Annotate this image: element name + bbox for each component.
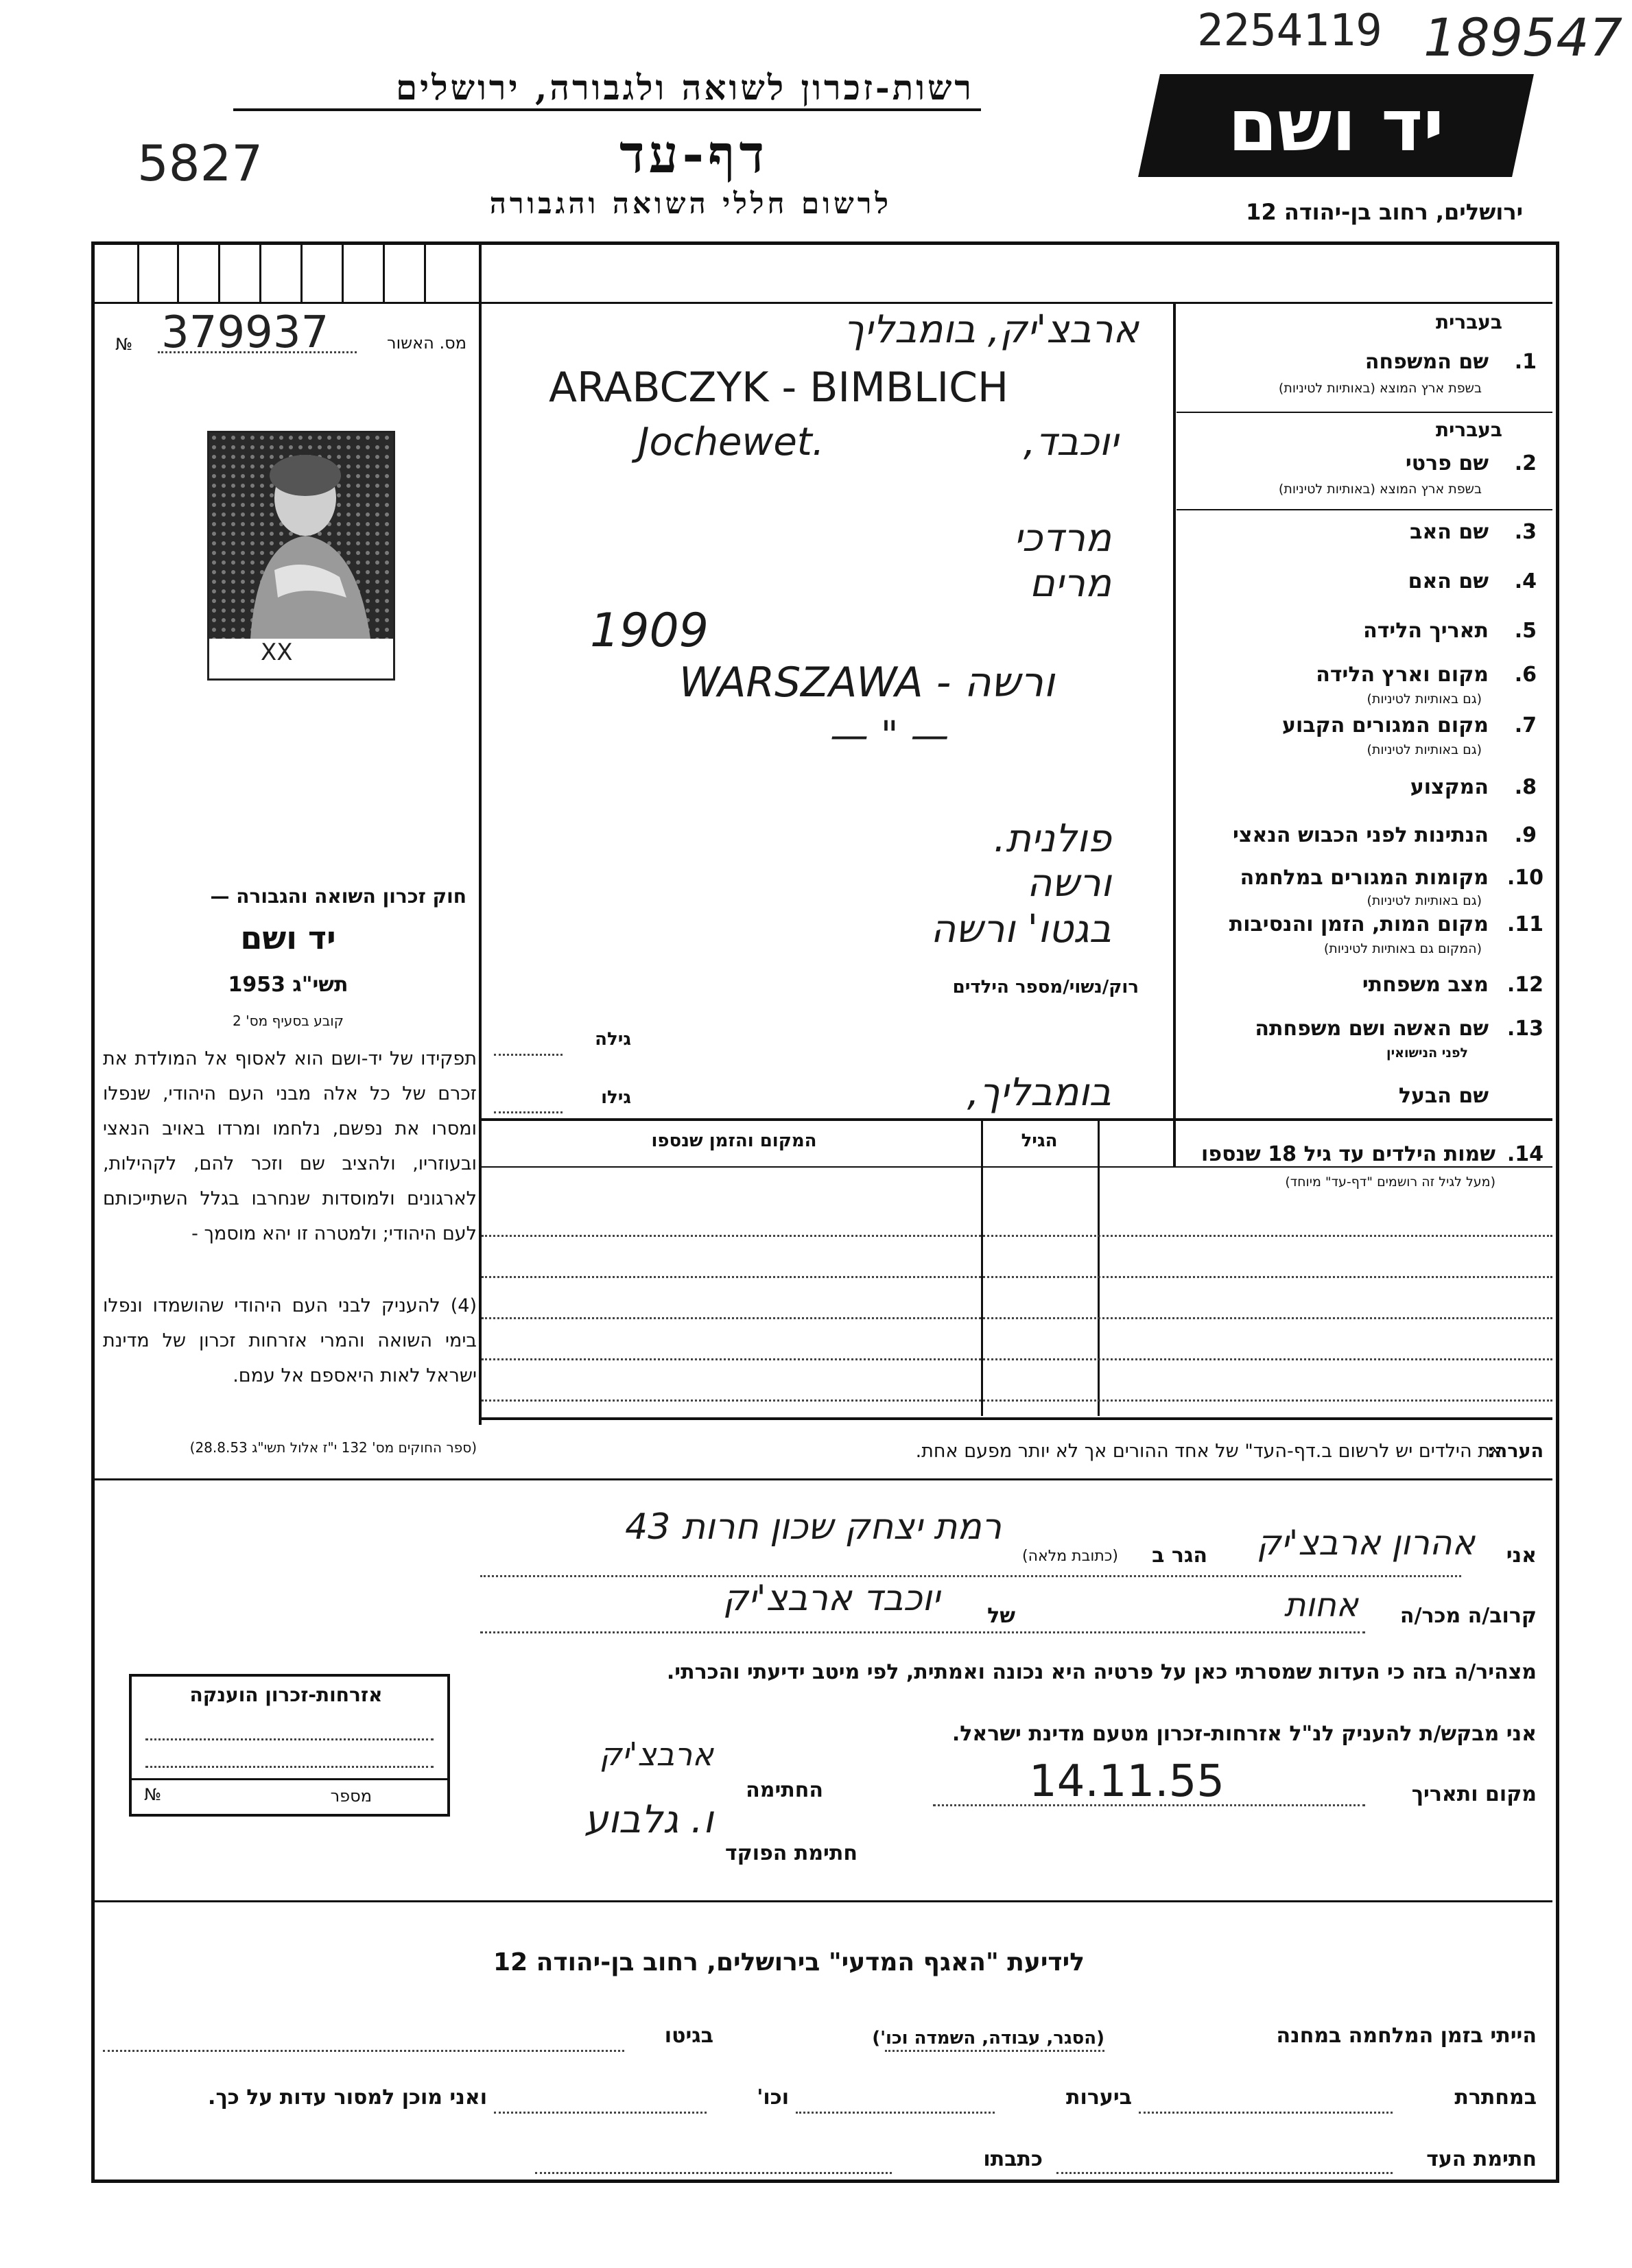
- note-text: את הילדים יש לרשום ב.דף-העד" של אחד ההורים אך לא יותר מפעם אחת.: [915, 1441, 1502, 1462]
- bottom-line1-hint: (הסגר, עבודה, השמדה וכו'): [872, 2028, 1104, 2048]
- field-11-num: 11.: [1506, 912, 1544, 936]
- law-source: (ספר החוקים מס' 132 י"ז אלול תשי"ג 28.8.53): [189, 1439, 477, 1456]
- request-text: אני מבקש/ת להעניק לנ"ל אזרחות-זכרון מטעם מדינת ישראל.: [951, 1722, 1537, 1746]
- relative-label: קרוב/ה מכר/ה: [1399, 1604, 1537, 1628]
- approval-no-sign: №: [115, 335, 132, 354]
- field-13-num: 13.: [1506, 1017, 1544, 1041]
- page-title: דף-עד: [619, 123, 768, 185]
- children-num: 14.: [1506, 1142, 1544, 1166]
- declarant-resides: הגר ב: [1152, 1544, 1207, 1568]
- page-subtitle: לרשום חללי השואה והגבורה: [489, 187, 892, 220]
- field-1-label: שם המשפחה: [1364, 350, 1489, 374]
- place-date-value: 14.11.55: [1029, 1756, 1225, 1807]
- law-name: יד ושם: [240, 919, 336, 956]
- field-11-sub: (המקום גם באותיות לטיניות): [1323, 941, 1482, 956]
- field-5-label: תאריך הלידה: [1363, 619, 1489, 643]
- birth-place: WARSZAWA - ורשה: [679, 659, 1055, 707]
- citizenship-title: אזרחות-זכרון הוענקה: [189, 1684, 383, 1706]
- husband-label: שם הבעל: [1398, 1084, 1489, 1108]
- children-sub: (מעל לגיל זה רושמים "דף-עד" מיוחד): [1285, 1174, 1495, 1190]
- death-place: בגטו' ורשה: [930, 907, 1111, 952]
- declarant-address: רמת יצחק שכון חרות 43: [625, 1507, 1002, 1548]
- field-11-label: מקום המות, הזמן והנסיבות: [1229, 912, 1489, 936]
- citizenship-number-label: מספר: [330, 1786, 372, 1806]
- field-4-num: 4.: [1514, 569, 1537, 593]
- wife-age-label: גילה: [595, 1029, 631, 1050]
- field-7-sub: (גם באותיות לטיניות): [1367, 742, 1482, 757]
- husband-age-label: גילו: [601, 1087, 631, 1108]
- mother-name: מרים: [1029, 561, 1111, 606]
- family-name-hebrew: ארבצ'יק, בומבליך: [843, 307, 1139, 352]
- approval-label: מס. האשור: [387, 333, 466, 353]
- father-name: מרדכי: [1013, 516, 1111, 560]
- law-title: חוק זכרון השואה והגבורה —: [210, 885, 466, 908]
- field-12-label: מצב משפחתי: [1362, 973, 1489, 997]
- field-9-label: הנתינות לפני הכבוש הנאצי: [1233, 823, 1489, 847]
- field-3-num: 3.: [1514, 520, 1537, 544]
- declarant-prefix: אני: [1506, 1544, 1537, 1568]
- citizenship-no-sign: №: [144, 1785, 161, 1804]
- field-12-num: 12.: [1506, 973, 1544, 997]
- field-2-hebrew-tag: בעברית: [1435, 418, 1502, 441]
- photo-caption: XX: [261, 639, 293, 666]
- portrait-image: [209, 433, 393, 678]
- header-address: ירושלים, רחוב בן-יהודה 12: [1246, 199, 1523, 225]
- approval-number: 379937: [161, 307, 329, 358]
- first-name-hebrew: יוכבד,: [1023, 420, 1118, 464]
- bottom-title: לידיעת "האגף המדעי" בירושלים, רחוב בן-יהודה 12: [493, 1948, 1085, 1976]
- field-8-label: המקצוע: [1410, 775, 1489, 799]
- field-1-hebrew-tag: בעברית: [1435, 311, 1502, 333]
- field-6-label: מקום וארץ הלידה: [1316, 663, 1489, 687]
- nationality: פולנית.: [993, 816, 1111, 861]
- victim-photo: [207, 431, 395, 681]
- field-6-num: 6.: [1514, 663, 1537, 687]
- stamp-number-left: 2254119: [1197, 5, 1382, 56]
- citizenship-box: [129, 1674, 450, 1817]
- field-10-sub: (גם באותיות לטיניות): [1367, 893, 1482, 908]
- declaration-text: מצהיר/ה בזה כי העדות שמסרתי כאן על פרטיה היא נכונה ואמתית, לפי מיטב ידיעתי והכרתי.: [666, 1660, 1537, 1684]
- residence: — " —: [830, 713, 949, 758]
- stamp-number-right: 189547: [1423, 7, 1623, 68]
- field-3-label: שם האב: [1410, 520, 1489, 544]
- field-10-label: מקומות המגורים במלחמה: [1240, 866, 1489, 890]
- bottom-line2-b: ביערות: [1066, 2086, 1132, 2110]
- law-body: תפקידו של יד-ושם הוא לאסוף אל המולדת את זכרם של כל אלה מבני העם היהודי, שנפלו ומסרו את נפשם, נלחמו ומרדו באויב הנאצי ובעוזריו, ולהציב שם וזכר להם, לקהילות, לארגונים ולמוסדות שנחרבו בגלל השתייכותם לעם היהודי; ולמטרה זו יהא מוסמך -: [103, 1048, 477, 1244]
- children-label: שמות הילדים עד גיל 18 שנספו: [1201, 1142, 1495, 1166]
- field-1-num: 1.: [1514, 350, 1537, 374]
- header-authority: רשות-זכרון לשואה ולגבורה, ירושלים: [395, 67, 974, 108]
- bottom-line1-b: בגיטו: [664, 2024, 713, 2048]
- birth-date: 1909: [590, 604, 709, 658]
- official-signature: ו. גלבוע: [584, 1797, 713, 1842]
- bottom-line3-a: חתימת העד: [1426, 2147, 1537, 2171]
- children-col-age: הגיל: [1021, 1131, 1058, 1151]
- yad-vashem-logo: יד ושם: [1138, 74, 1534, 177]
- law-clause: קובע בסעיף מס' 2: [233, 1013, 344, 1029]
- first-name-latin: Jochewet.: [638, 420, 825, 464]
- file-number: 5827: [137, 134, 263, 192]
- bottom-line1-a: הייתי בזמן המלחמה במחנה: [1276, 2024, 1537, 2048]
- law-year: תשי"ג 1953: [228, 973, 348, 997]
- field-7-label: מקום המגורים הקבוע: [1282, 713, 1489, 737]
- relation: אחות: [1284, 1586, 1358, 1625]
- field-5-num: 5.: [1514, 619, 1537, 643]
- husband-name: בומבליך,: [967, 1070, 1111, 1115]
- place-date-label: מקום ותאריך: [1411, 1782, 1537, 1806]
- bottom-line3-b: כתבתו: [983, 2147, 1043, 2171]
- field-6-sub: (גם באותיות לטיניות): [1367, 692, 1482, 707]
- declarant-signature: ארבצ'יק: [599, 1736, 713, 1773]
- marital-options: רוק/נשוי/מספר הילדים: [952, 977, 1139, 997]
- of-name: יוכבד ארבצ'יק: [722, 1578, 940, 1619]
- field-4-label: שם האם: [1408, 569, 1489, 593]
- declarant-name: אהרון ארבצ'יק: [1256, 1523, 1475, 1563]
- field-1-sub: בשפת ארץ המוצא (באותיות לטיניות): [1278, 381, 1482, 396]
- law-clause-4: (4) להעניק לבני העם היהודי שהושמדו ונפלו בימי השואה והמרי אזרחות זכרון של מדינת ישראל לאות היאספם אל עמם.: [103, 1295, 477, 1386]
- bottom-line2-c: וכו': [757, 2086, 789, 2110]
- wartime-residence: ורשה: [1026, 861, 1111, 906]
- of-label: של: [987, 1604, 1015, 1628]
- declarant-address-hint: (כתובת מלאה): [1022, 1548, 1118, 1565]
- children-col-place: המקום והזמן שנספו: [651, 1131, 817, 1151]
- field-2-num: 2.: [1514, 451, 1537, 475]
- family-name-latin: ARABCZYK - BIMBLICH: [549, 364, 1009, 412]
- field-7-num: 7.: [1514, 713, 1537, 737]
- field-10-num: 10.: [1506, 866, 1544, 890]
- field-2-sub: בשפת ארץ המוצא (באותיות לטיניות): [1278, 482, 1482, 497]
- field-2-label: שם פרטי: [1405, 451, 1489, 475]
- signature-label: החתימה: [746, 1778, 823, 1802]
- field-13-label: שם האשה ושם משפחתה: [1255, 1017, 1489, 1041]
- official-signature-label: חתימת הפוקד: [725, 1841, 858, 1865]
- note-label: הערה:: [1487, 1441, 1544, 1462]
- field-9-num: 9.: [1514, 823, 1537, 847]
- field-13-sub: לפני הנישואין: [1386, 1046, 1468, 1061]
- bottom-line2-a: במחתרת: [1454, 2086, 1537, 2110]
- bottom-line2-d: ואני מוכן למסור עדות על כך.: [208, 2086, 487, 2110]
- field-8-num: 8.: [1514, 775, 1537, 799]
